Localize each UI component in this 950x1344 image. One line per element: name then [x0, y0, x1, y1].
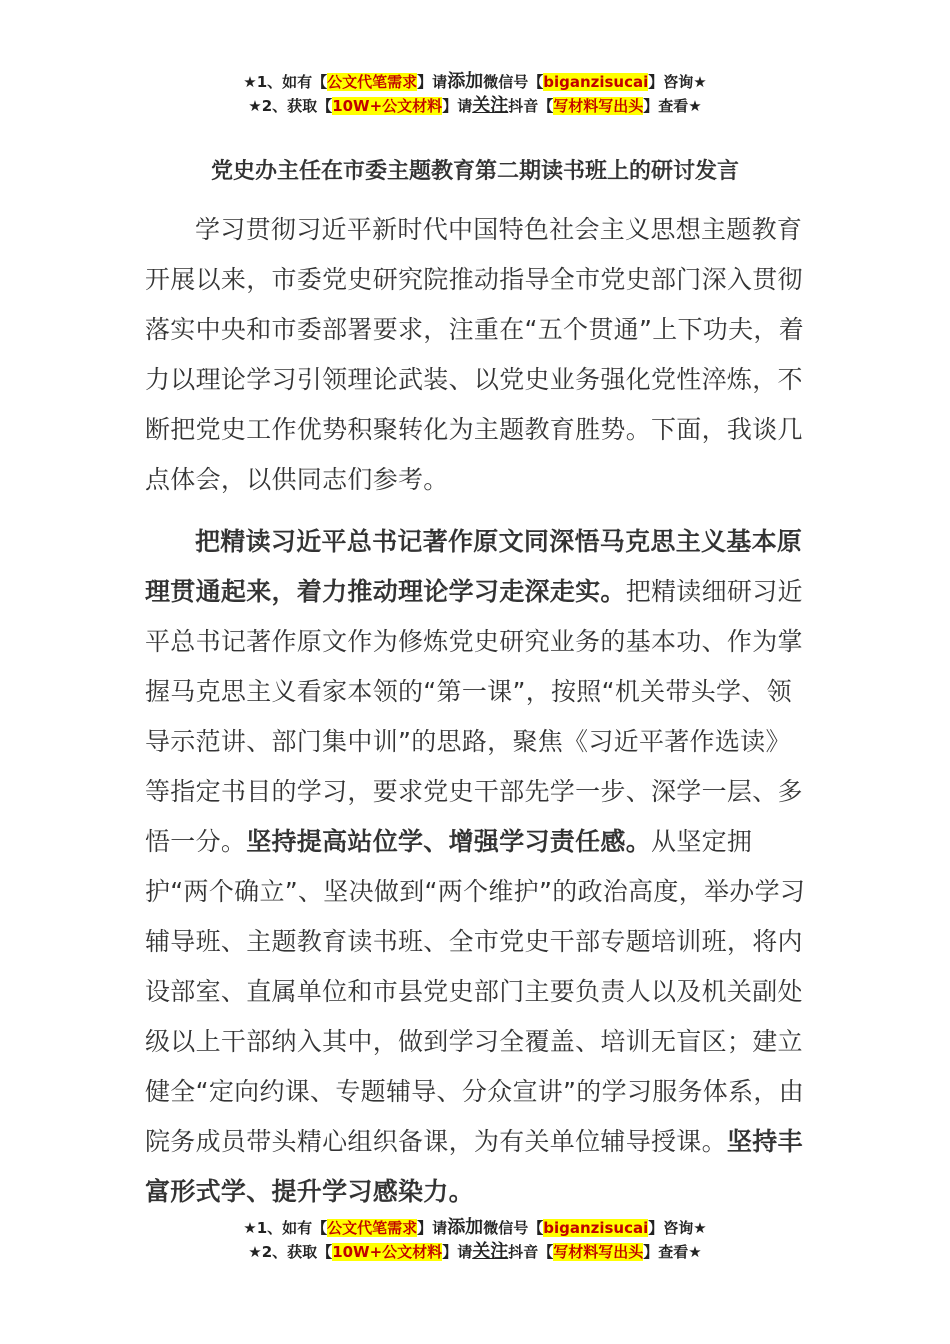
promo-line-1: [0, 1216, 950, 1240]
promo-text: 抖音【: [508, 1243, 554, 1261]
promo-text: 】咨询★: [648, 73, 707, 91]
promo-text: 】请: [417, 1219, 448, 1237]
promo-emphasis: 关注: [472, 1241, 509, 1262]
document-title: 党史办主任在市委主题教育第二期读书班上的研讨发言: [210, 159, 739, 184]
section-heading: 把精读习近平总书记著作原文同深悟马克思主义基本原理贯通起来，着力推动理论学习走深走实。: [145, 527, 803, 606]
promo-text: 】咨询★: [648, 1219, 707, 1237]
subsection-heading: 坚持提高站位学、增强学习责任感。: [246, 827, 652, 856]
promo-line-2: [0, 94, 950, 118]
promo-text: 】查看★: [643, 1243, 702, 1261]
paragraph-intro: 学习贯彻习近平新时代中国特色社会主义思想主题教育开展以来，市委党史研究院推动指导全市党史部门深入贯彻落实中央和市委部署要求，注重在“五个贯通”上下功夫，着力以理论学习引领理论武装、以党史业务强化党性淬炼，不断把党史工作优势积聚转化为主题教育胜势。下面，我谈几点体会，以供同志们参考。: [145, 215, 805, 494]
promo-text: ★2、获取【: [248, 97, 333, 115]
promo-text: 微信号【: [483, 1219, 544, 1237]
promo-emphasis: 添加: [447, 1217, 484, 1238]
promo-text: 抖音【: [508, 97, 554, 115]
promo-highlight: 10W+公文材料: [332, 97, 443, 115]
paragraph-section-1: [145, 517, 810, 1217]
promo-text: 】查看★: [643, 97, 702, 115]
promo-text: ★1、如有【: [243, 73, 328, 91]
top-promo-banner: [0, 70, 950, 118]
subsection-heading: 坚持丰富形式学、提升学习感染力。: [145, 1127, 803, 1206]
promo-text: ★1、如有【: [243, 1219, 328, 1237]
bottom-promo-banner: [0, 1216, 950, 1264]
section-text: 把精读细研习近平总书记著作原文作为修炼党史研究业务的基本功、作为掌握马克思主义看家本领的“第一课”，按照“机关带头学、领导示范讲、部门集中训”的思路，聚焦《习近平著作选读》等指定书目的学习，要求党史干部先学一步、深学一层、多悟一分。: [145, 577, 803, 856]
promo-douyin-id: 写材料写出头: [553, 1243, 644, 1261]
promo-douyin-id: 写材料写出头: [553, 97, 644, 115]
section-text: 从坚定拥护“两个确立”、坚决做到“两个维护”的政治高度，举办学习辅导班、主题教育读书班、全市党史干部专题培训班，将内设部室、直属单位和市县党史部门主要负责人以及机关副处级以上干部纳入其中，做到学习全覆盖、培训无盲区；建立健全“定向约课、专题辅导、分众宣讲”的学习服务体系，由院务成员带头精心组织备课，为有关单位辅导授课。: [145, 827, 806, 1156]
promo-emphasis: 添加: [447, 71, 484, 92]
promo-text: ★2、获取【: [248, 1243, 333, 1261]
promo-emphasis: 关注: [472, 95, 509, 116]
document-body: [145, 205, 810, 1229]
promo-text: 微信号【: [483, 73, 544, 91]
promo-text: 】请: [417, 73, 448, 91]
promo-line-1: [0, 70, 950, 94]
promo-text: 】请: [442, 1243, 473, 1261]
promo-text: 】请: [442, 97, 473, 115]
promo-highlight: 10W+公文材料: [332, 1243, 443, 1261]
promo-wechat-id: biganzisucai: [543, 73, 649, 91]
promo-wechat-id: biganzisucai: [543, 1219, 649, 1237]
promo-line-2: [0, 1240, 950, 1264]
promo-highlight: 公文代笔需求: [327, 73, 418, 91]
promo-highlight: 公文代笔需求: [327, 1219, 418, 1237]
